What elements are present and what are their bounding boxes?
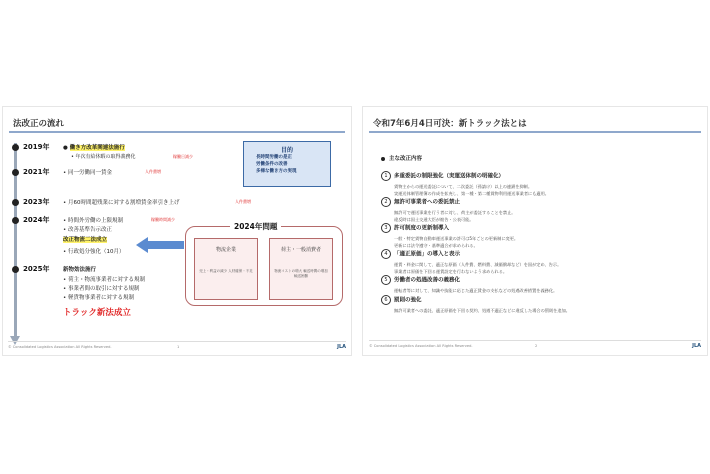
item-title: 罰則の強化 [394,297,422,304]
issue-card-desc: 物流コストの増大 輸送時間の増加 輸送困難 [274,269,328,278]
item-desc: 運転者等に対して、知識や技能に応じた適正賃金の支払などの処遇改善措置を義務化。 [394,288,558,293]
timeline-event: • 同一労働同一賃金 [63,170,113,176]
timeline-year: 2024年 [23,216,50,224]
item-desc: 貨物主からの運送委託について、二次委託（孫請け）以上の連鎖を抑制。 [394,184,533,189]
item-title: 多重委託の制限強化（実運送体制の明確化） [394,173,505,180]
timeline-event: • 月60時間超残業に対する割増賃金率引き上げ [63,200,180,206]
final-event: トラック新法成立 [63,308,131,318]
item-desc: 更新には法令遵守・基準適合が求められる。 [394,242,478,248]
timeline-year: 2021年 [23,168,50,176]
timeline-event: • 年次有給休暇の取得義務化 [71,154,136,160]
slide-title: 令和7年6月4日可決：新トラック法とは [373,119,527,129]
issue-card-title: 物流企業 [215,247,236,253]
issue-card-logistics [194,238,258,300]
timeline-year: 2023年 [23,198,50,206]
item-number: 3 [381,223,391,233]
page-number: 1 [177,345,180,349]
title-divider [9,131,345,133]
title-divider [369,131,701,133]
item-desc: 一般・特定貨物自動車運送事業の許可は5年ごとの更新制に変更。 [394,236,519,241]
timeline-dot [12,144,19,151]
issue-card-shipper [269,238,333,300]
issue-card-desc: 売上・利益の減少 人材確保・不足 [199,269,253,273]
timeline-dot [12,266,19,273]
impact-tag: 稼働時間減少 [151,217,175,222]
item-title: 無許可事業者への委託禁止 [394,199,461,206]
section-heading: 主な改正内容 [381,154,422,162]
item-desc: 運賃・料金に関して、適正な原価（人件費、燃料費、減価償却など）を国が定め、告示。 [394,262,562,267]
purpose-line: 労働条件の改善 [256,162,288,167]
purpose-line: 長時間労働の是正 [256,155,292,160]
timeline-event: 新物効法施行 [63,267,97,273]
left-arrow-icon [136,237,184,253]
timeline-year: 2019年 [23,143,50,151]
issue-box [185,222,343,306]
timeline-event: • 軽貨物事業者に対する規制 [63,295,135,301]
item-number: 1 [381,171,391,181]
timeline-year: 2025年 [23,265,50,273]
page-number: 2 [535,344,538,348]
timeline-event: • 行政処分強化（10月） [63,249,125,255]
footer-logo: JLA [337,344,346,350]
item-desc: 無許可で運送事業を行う者に対し、荷主が委託することを禁止。 [394,210,516,215]
item-title: 労働者の処遇改善の義務化 [394,277,461,284]
footer-logo: JLA [692,343,701,349]
item-number: 2 [381,197,391,207]
timeline-event: 改正物流二法成立 [63,237,108,243]
footer-copyright: © Consolidated Logistics Association All Rights Reserved. [369,344,473,348]
timeline-event: ● 働き方改革関連法施行 [63,145,125,151]
impact-tag: 人件費増 [235,199,251,204]
item-desc: 違反時は国土交通大臣が勧告・公表可能。 [394,216,474,222]
issue-card-title: 荷主・一般消費者 [280,247,321,253]
item-number: 4 [381,249,391,259]
slide-new-truck-law [362,106,708,356]
timeline-event: • 事業者間の取引に対する規制 [63,286,140,292]
timeline-arrow-icon [10,336,20,345]
timeline-dot [12,199,19,206]
timeline-dot [12,169,19,176]
slide-title: 法改正の流れ [13,119,65,129]
footer-copyright: © Consolidated Logistics Association All Rights Reserved. [8,345,112,349]
item-number: 5 [381,275,391,285]
item-desc: 無許可業者への委託、適正原価を下回る契約、処遇不適正などに違反した場合の罰則を追加。 [394,308,570,313]
timeline-event: • 改善基準告示改正 [63,227,113,233]
item-title: 許可制度の更新制導入 [394,225,450,232]
item-desc: 事業者は原価を下回る運賃設定を行わないよう求められる。 [394,268,508,274]
purpose-box [243,141,331,187]
amendment-item [381,289,701,315]
item-number: 6 [381,295,391,305]
timeline-event: • 時間外労働の上限規制 [63,218,124,224]
item-title: 「適正原価」の導入と表示 [394,251,461,258]
timeline-event: • 荷主・物流事業者に対する規制 [63,277,146,283]
purpose-line: 多様な働き方の実現 [256,169,297,174]
impact-tag: 人件費増 [145,169,161,174]
impact-tag: 稼働日減少 [173,154,193,159]
slide-footer [369,340,701,351]
issue-title: 2024年問題 [230,221,281,232]
purpose-heading: 目的 [280,147,293,154]
item-desc: 実運送体制管理簿の作成を拡充し、第一種・第二種貨物利用運送事業者にも適用。 [394,190,549,196]
timeline-dot [12,217,19,224]
